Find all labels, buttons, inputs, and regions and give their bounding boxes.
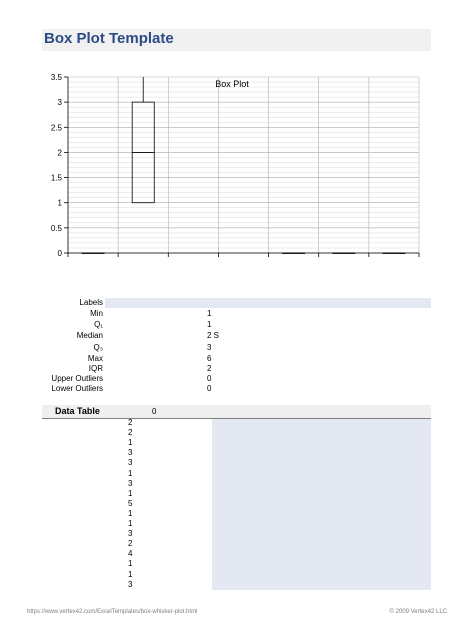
data-cell[interactable]: 1 bbox=[128, 488, 133, 498]
stat-label: Upper Outliers bbox=[51, 374, 103, 383]
data-cell[interactable]: 1 bbox=[128, 519, 133, 528]
page-title: Box Plot Template bbox=[44, 30, 174, 47]
data-cell[interactable]: 1 bbox=[128, 438, 133, 448]
stat-value: 6 bbox=[207, 354, 212, 363]
stat-label: Median bbox=[76, 331, 103, 340]
y-tick-label: 1 bbox=[57, 198, 62, 208]
data-cell[interactable]: 3 bbox=[128, 579, 133, 589]
data-cell[interactable]: 3 bbox=[128, 478, 133, 488]
chart-title: Box Plot bbox=[215, 79, 249, 89]
data-cell[interactable]: 4 bbox=[128, 549, 133, 559]
labels-input-band[interactable] bbox=[105, 298, 431, 308]
stat-value: 1 bbox=[207, 309, 212, 318]
data-cell[interactable]: 1 bbox=[128, 559, 133, 569]
footer-copyright: © 2009 Vertex42 LLC bbox=[389, 609, 447, 615]
stat-value: 1 bbox=[207, 320, 212, 329]
y-tick-label: 0 bbox=[57, 249, 62, 258]
stat-value: 3 bbox=[207, 343, 212, 352]
data-table-title: Data Table bbox=[55, 406, 100, 416]
y-tick-label: 1.5 bbox=[50, 173, 62, 183]
data-table-header-value: 0 bbox=[152, 407, 157, 416]
data-cell[interactable]: 5 bbox=[128, 498, 133, 508]
y-tick-label: 2 bbox=[57, 148, 62, 158]
data-cell[interactable]: 2 bbox=[128, 418, 133, 427]
data-cell[interactable]: 1 bbox=[128, 468, 133, 478]
data-cell[interactable]: 3 bbox=[128, 458, 133, 468]
stat-label: Labels bbox=[79, 298, 103, 307]
box-plot-chart bbox=[0, 0, 474, 290]
stat-label: Min bbox=[90, 309, 103, 318]
stat-label: Q₃ bbox=[93, 343, 103, 352]
stat-value: 0 bbox=[207, 374, 212, 383]
stat-label: Max bbox=[87, 354, 103, 363]
stat-value: 2 S bbox=[207, 331, 220, 340]
y-tick-label: 3 bbox=[57, 98, 62, 108]
stat-label: Lower Outliers bbox=[51, 384, 103, 393]
stat-value: 2 bbox=[207, 364, 212, 373]
y-tick-label: 3.5 bbox=[50, 73, 62, 82]
footer-url[interactable]: https://www.vertex42.com/ExcelTemplates/box-whisker-plot.html bbox=[27, 609, 198, 615]
y-tick-label: 2.5 bbox=[50, 123, 62, 133]
data-cell[interactable]: 3 bbox=[128, 448, 133, 458]
stat-value: 0 bbox=[207, 384, 212, 393]
data-cell[interactable]: 3 bbox=[128, 529, 133, 539]
data-cell[interactable]: 1 bbox=[128, 508, 133, 518]
data-cell[interactable]: 1 bbox=[128, 569, 133, 579]
data-cell[interactable]: 2 bbox=[128, 539, 133, 549]
data-input-area[interactable] bbox=[212, 419, 431, 590]
data-cell[interactable]: 2 bbox=[128, 428, 133, 438]
stat-label: Q₁ bbox=[94, 320, 103, 329]
y-tick-label: 0.5 bbox=[50, 223, 62, 233]
stat-label: IQR bbox=[88, 364, 103, 373]
data-table-header bbox=[42, 405, 431, 419]
